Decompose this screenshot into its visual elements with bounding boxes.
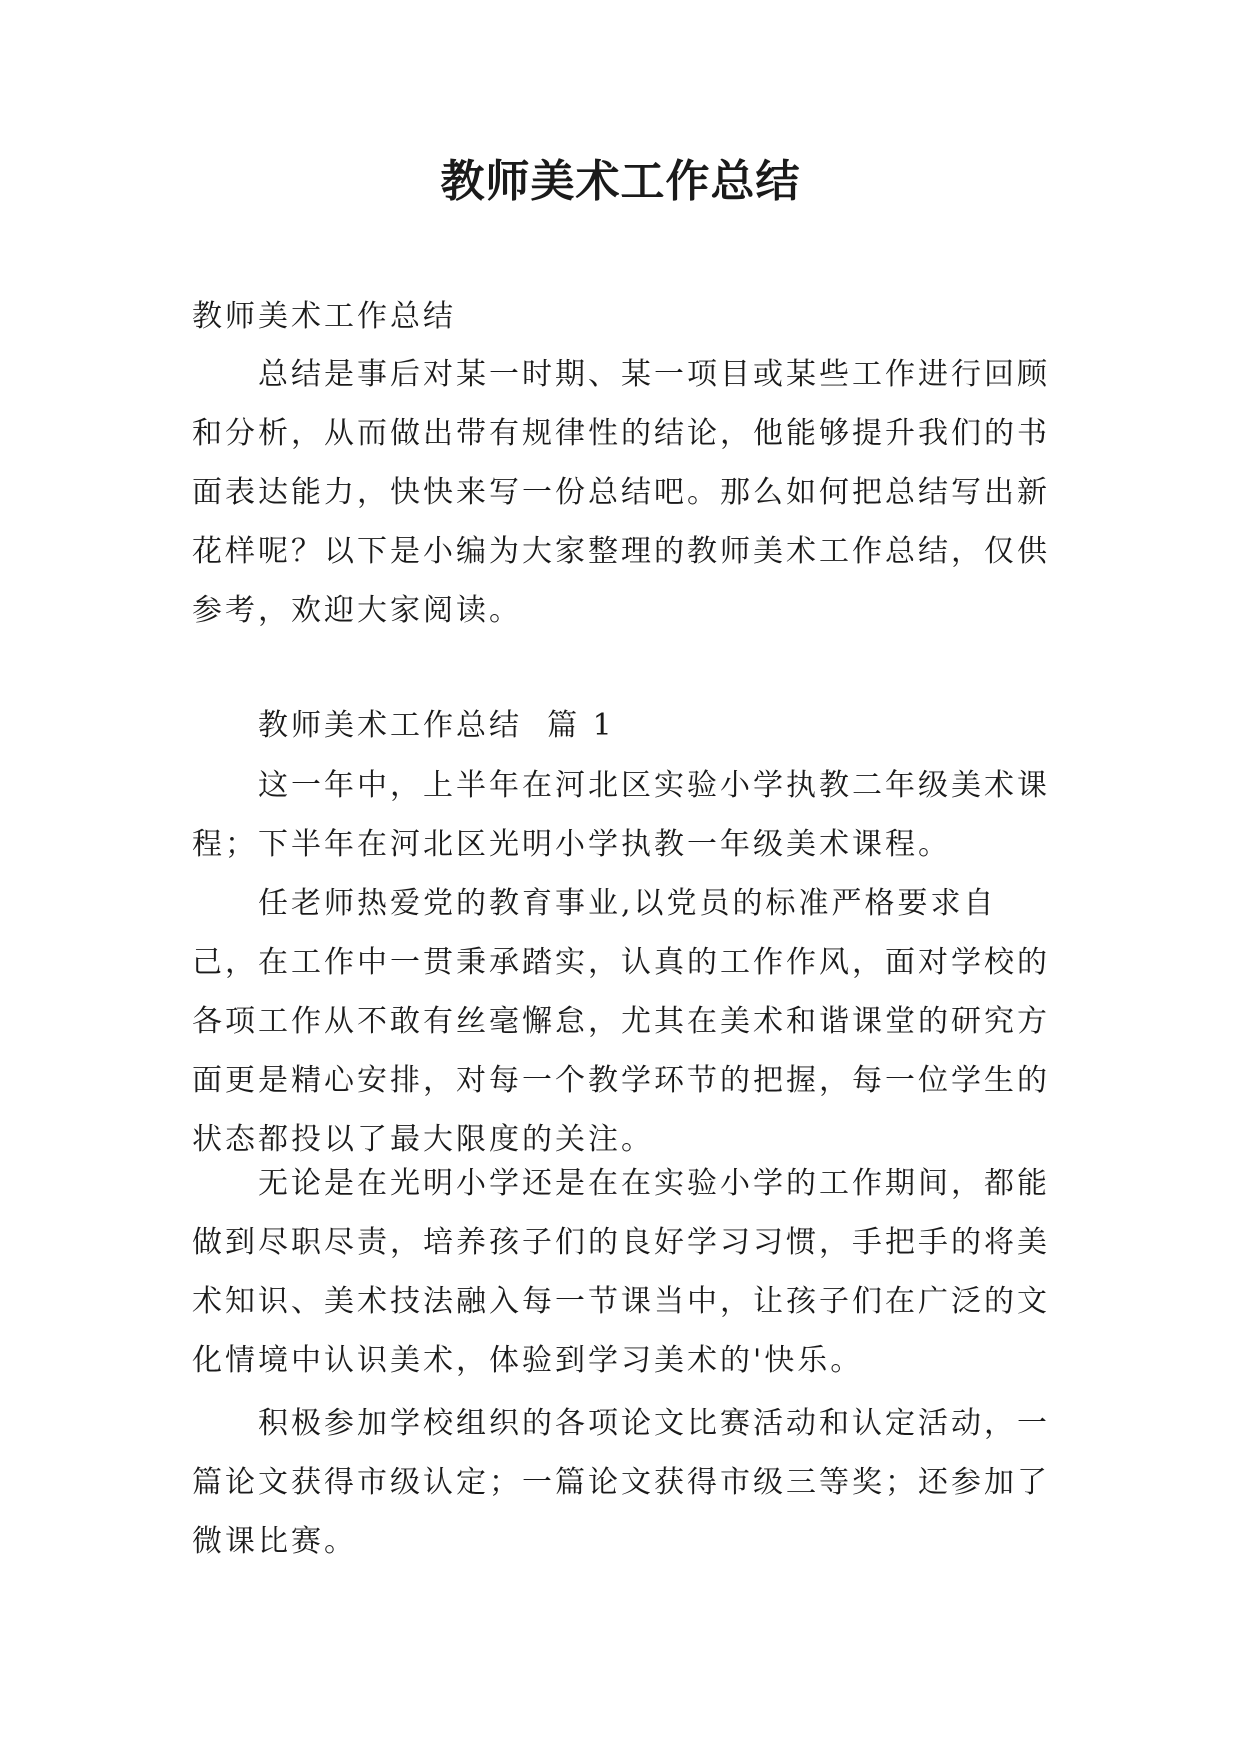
document-title: 教师美术工作总结 — [440, 156, 801, 207]
section-title: 教师美术工作总结 篇 1 — [258, 708, 615, 743]
paragraph-2: 任老师热爱党的教育事业,以党员的标准严格要求自己，在工作中一贯秉承踏实，认真的工作作风，面对学校的各项工作从不敢有丝毫懈怠，尤其在美术和谐课堂的研究方面更是精心安排，对每一个教学环节的把握，每一位学生的状态都投以了最大限度的关注。 — [192, 886, 1050, 1157]
intro-paragraph: 总结是事后对某一时期、某一项目或某些工作进行回顾和分析，从而做出带有规律性的结论，他能够提升我们的书面表达能力，快快来写一份总结吧。那么如何把总结写出新花样呢？以下是小编为大家整理的教师美术工作总结，仅供参考，欢迎大家阅读。 — [192, 357, 1050, 628]
paragraph-4: 积极参加学校组织的各项论文比赛活动和认定活动，一篇论文获得市级认定；一篇论文获得市级三等奖；还参加了微课比赛。 — [192, 1406, 1050, 1559]
paragraph-3: 无论是在光明小学还是在在实验小学的工作期间，都能做到尽职尽责，培养孩子们的良好学习习惯，手把手的将美术知识、美术技法融入每一节课当中，让孩子们在广泛的文化情境中认识美术，体验到学习美术的'快乐。 — [192, 1166, 1050, 1378]
document-subheading: 教师美术工作总结 — [192, 299, 456, 334]
paragraph-1: 这一年中，上半年在河北区实验小学执教二年级美术课程；下半年在河北区光明小学执教一年级美术课程。 — [192, 768, 1050, 862]
